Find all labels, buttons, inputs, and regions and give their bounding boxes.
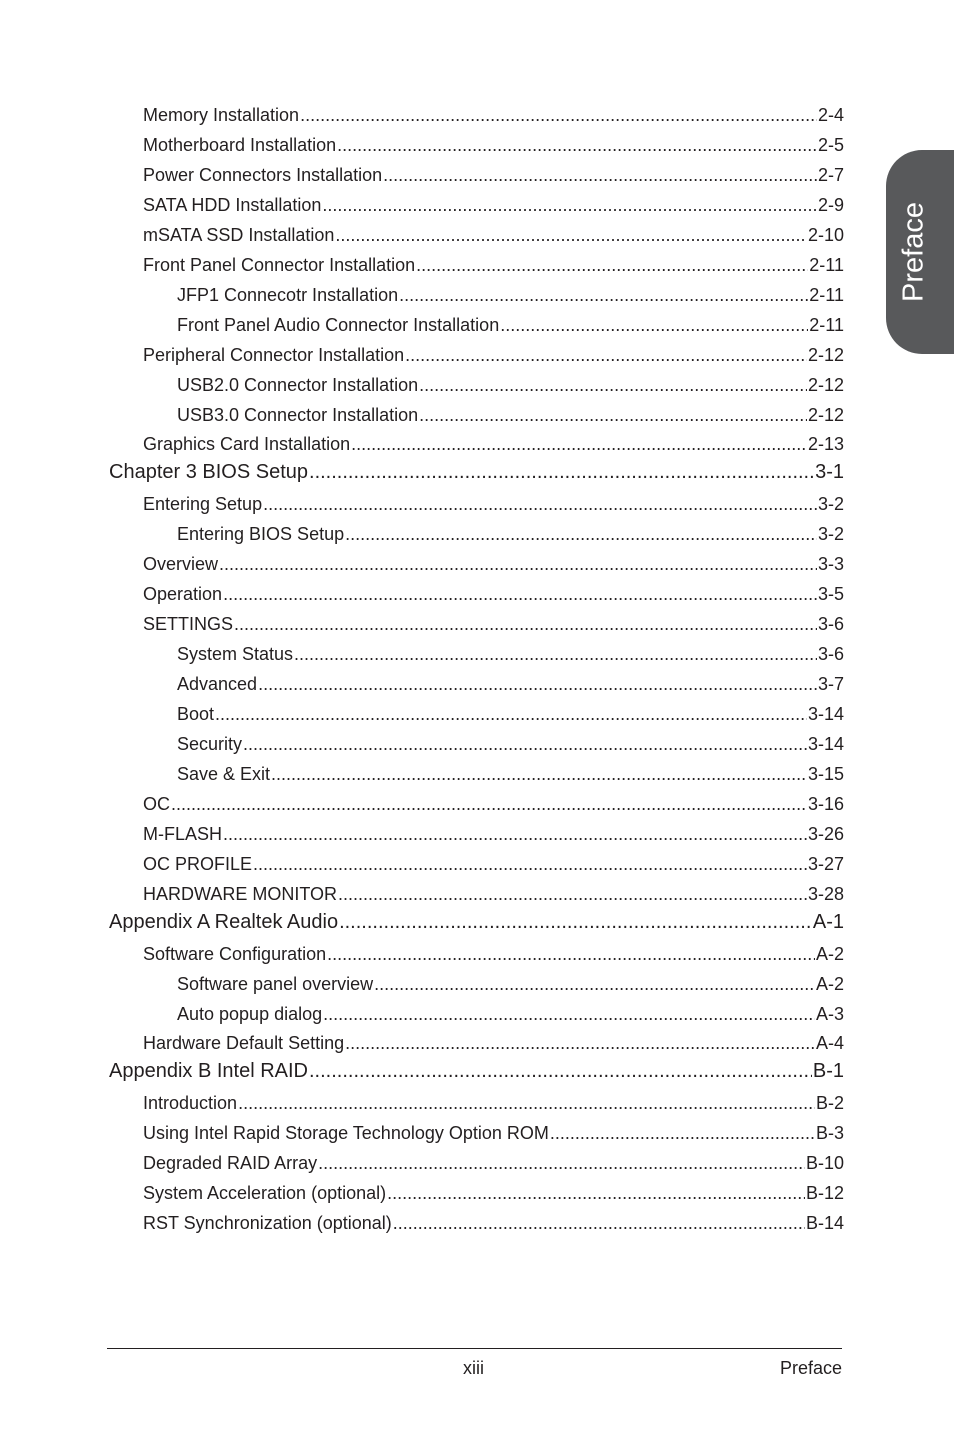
toc-entry-page: B-3 [815,1123,844,1143]
toc-leader-dots [338,883,807,905]
toc-entry-label: Advanced [177,674,258,694]
toc-chapter-entry[interactable] [109,1060,844,1082]
toc-entry-label: OC PROFILE [143,854,253,874]
toc-entry[interactable] [177,404,844,426]
toc-entry-label: Boot [177,704,215,724]
toc-entry-label: Operation [143,584,223,604]
toc-leader-dots [345,523,817,545]
toc-leader-dots [327,943,815,965]
toc-leader-dots [300,104,817,126]
toc-entry[interactable] [143,553,844,575]
toc-entry[interactable] [143,1122,844,1144]
toc-entry[interactable] [143,433,844,455]
toc-entry-label: OC [143,794,170,814]
toc-chapter-entry[interactable] [109,911,844,933]
toc-entry-page: 2-11 [809,255,844,275]
toc-entry-page: B-1 [812,1060,844,1082]
toc-leader-dots [383,164,817,186]
toc-entry-label: Introduction [143,1093,238,1113]
toc-entry-label: Auto popup dialog [177,1004,323,1024]
toc-entry-label: Security [177,734,243,754]
toc-entry[interactable] [177,1003,844,1025]
toc-leader-dots [271,763,807,785]
toc-entry[interactable] [143,134,844,156]
toc-entry-page: 3-7 [817,674,844,694]
toc-entry-label: Software Configuration [143,944,327,964]
toc-entry-page: B-12 [805,1183,844,1203]
toc-entry-page: 2-11 [809,315,844,335]
toc-entry[interactable] [143,1152,844,1174]
toc-leader-dots [219,553,817,575]
toc-entry-label: Front Panel Connector Installation [143,255,416,275]
toc-leader-dots [339,911,812,933]
toc-leader-dots [322,194,817,216]
toc-entry[interactable] [143,104,844,126]
toc-leader-dots [258,673,817,695]
toc-entry[interactable] [177,314,844,336]
toc-leader-dots [215,703,807,725]
toc-entry-page: 3-6 [817,614,844,634]
toc-entry-page: 3-27 [807,854,844,874]
toc-leader-dots [323,1003,815,1025]
toc-entry-page: 3-14 [807,734,844,754]
toc-entry-page: 2-10 [807,225,844,245]
toc-leader-dots [405,344,807,366]
toc-entry[interactable] [143,224,844,246]
toc-entry[interactable] [177,673,844,695]
toc-entry[interactable] [177,763,844,785]
toc-entry[interactable] [143,883,844,905]
footer-page-number: xiii [463,1358,484,1378]
toc-entry-label: Overview [143,554,219,574]
toc-entry-label: Hardware Default Setting [143,1033,345,1053]
toc-entry-label: Save & Exit [177,764,271,784]
toc-leader-dots [335,224,807,246]
toc-entry-label: RST Synchronization (optional) [143,1213,392,1233]
toc-entry-page: 3-15 [807,764,844,784]
toc-entry-page: 3-14 [807,704,844,724]
toc-entry-label: SATA HDD Installation [143,195,322,215]
toc-entry-label: Appendix B Intel RAID [109,1060,308,1082]
toc-entry-label: Motherboard Installation [143,135,337,155]
toc-entry-page: 2-11 [809,285,844,305]
toc-entry-label: Front Panel Audio Connector Installation [177,315,500,335]
toc-entry-page: B-10 [805,1153,844,1173]
toc-entry-page: 3-2 [817,524,844,544]
toc-leader-dots [263,493,817,515]
toc-entry-page: 3-3 [817,554,844,574]
toc-entry-label: Appendix A Realtek Audio [109,911,339,933]
toc-entry-page: 3-6 [817,644,844,664]
toc-entry[interactable] [177,643,844,665]
toc-entry-label: HARDWARE MONITOR [143,884,338,904]
toc-entry-label: USB3.0 Connector Installation [177,405,419,425]
toc-entry[interactable] [143,1032,844,1054]
toc-entry-page: 3-16 [807,794,844,814]
toc-leader-dots [309,461,814,483]
toc-entry[interactable] [143,1182,844,1204]
toc-leader-dots [374,973,815,995]
toc-chapter-entry[interactable] [109,461,844,483]
toc-leader-dots [393,1212,805,1234]
toc-entry-page: A-4 [815,1033,844,1053]
toc-entry-page: A-1 [812,911,844,933]
toc-entry-page: 3-1 [815,461,844,483]
toc-leader-dots [345,1032,815,1054]
toc-entry-page: 2-4 [817,105,844,125]
side-tab-label: Preface [897,202,930,302]
toc-entry[interactable] [143,493,844,515]
toc-entry-page: 3-28 [807,884,844,904]
toc-entry-label: Using Intel Rapid Storage Technology Option ROM [143,1123,549,1143]
toc-entry-label: SETTINGS [143,614,234,634]
toc-entry[interactable] [143,1092,844,1114]
toc-entry-label: Power Connectors Installation [143,165,383,185]
toc-entry-label: Graphics Card Installation [143,434,351,454]
toc-leader-dots [309,1060,812,1082]
toc-entry[interactable] [143,943,844,965]
toc-entry-page: 3-2 [817,494,844,514]
toc-leader-dots [234,613,817,635]
toc-entry-label: Degraded RAID Array [143,1153,318,1173]
toc-leader-dots [294,643,817,665]
toc-entry-page: 2-5 [817,135,844,155]
toc-leader-dots [399,284,808,306]
toc-leader-dots [243,733,807,755]
toc-entry-page: 2-12 [807,345,844,365]
toc-leader-dots [318,1152,805,1174]
toc-entry-page: A-2 [815,944,844,964]
toc-entry-page: A-3 [815,1004,844,1024]
footer-divider [107,1348,842,1349]
toc-entry[interactable] [177,523,844,545]
toc-entry-page: 2-12 [807,375,844,395]
toc-leader-dots [419,404,807,426]
toc-leader-dots [238,1092,815,1114]
toc-entry-label: JFP1 Connecotr Installation [177,285,399,305]
toc-entry-page: B-14 [805,1213,844,1233]
toc-entry[interactable] [177,284,844,306]
toc-entry[interactable] [143,853,844,875]
toc-entry-label: System Acceleration (optional) [143,1183,387,1203]
toc-entry-label: Memory Installation [143,105,300,125]
toc-entry-label: mSATA SSD Installation [143,225,335,245]
toc-leader-dots [416,254,808,276]
toc-entry-label: System Status [177,644,294,664]
toc-leader-dots [500,314,808,336]
toc-entry-page: A-2 [815,974,844,994]
toc-leader-dots [337,134,817,156]
toc-entry-page: 2-13 [807,434,844,454]
toc-leader-dots [223,583,817,605]
toc-leader-dots [253,853,807,875]
toc-entry-page: 2-7 [817,165,844,185]
toc-leader-dots [550,1122,815,1144]
toc-entry[interactable] [143,194,844,216]
toc-entry[interactable] [143,793,844,815]
toc-leader-dots [419,374,807,396]
toc-entry-label: Entering Setup [143,494,263,514]
toc-entry[interactable] [143,1212,844,1234]
toc-entry-page: B-2 [815,1093,844,1113]
toc-entry-label: Chapter 3 BIOS Setup [109,461,309,483]
toc-leader-dots [351,433,807,455]
toc-entry[interactable] [143,583,844,605]
toc-entry-page: 2-12 [807,405,844,425]
toc-entry-label: Software panel overview [177,974,374,994]
toc-leader-dots [223,823,807,845]
section-side-tab [886,150,954,354]
toc-leader-dots [171,793,807,815]
toc-entry[interactable] [143,254,844,276]
toc-entry[interactable] [177,703,844,725]
footer-section-name: Preface [779,1358,842,1378]
toc-entry[interactable] [177,733,844,755]
toc-entry-label: Peripheral Connector Installation [143,345,405,365]
toc-entry[interactable] [143,613,844,635]
toc-entry-page: 2-9 [817,195,844,215]
toc-entry-label: Entering BIOS Setup [177,524,345,544]
toc-entry-page: 3-26 [807,824,844,844]
toc-entry-label: USB2.0 Connector Installation [177,375,419,395]
toc-leader-dots [387,1182,805,1204]
toc-entry[interactable] [143,164,844,186]
toc-entry-label: M-FLASH [143,824,223,844]
toc-entry[interactable] [143,823,844,845]
toc-entry[interactable] [143,344,844,366]
toc-entry-page: 3-5 [817,584,844,604]
toc-entry[interactable] [177,973,844,995]
toc-entry[interactable] [177,374,844,396]
